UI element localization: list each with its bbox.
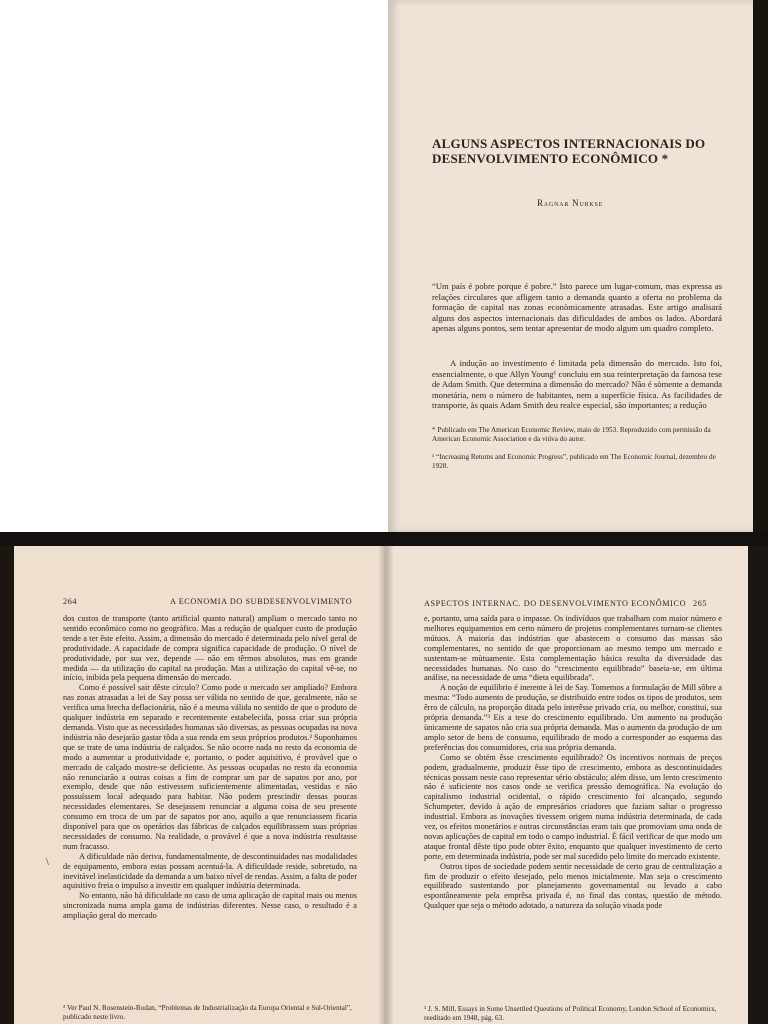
page-number-right: 265: [693, 599, 708, 608]
right-paragraph: e, portanto, uma saída para o impasse. Os indivíduos que trabalham com maior número e melhores equipamentos em certo número de projetos complementares tornam-se clientes mútuos. A maioria das indústrias que abastecem o consumo das massas são complementares, no sentido de que proporcionam ao mesmo tempo um mercado e sustentam-se mùtuamente. Esta complementação básica resulta da diversidade das necessidades humanas. No caso do “crescimento equilibrado” baseia-se, em última análise, na necessidade de uma “dieta equilibrada”.: [424, 614, 722, 683]
top-page-edge: [753, 0, 768, 540]
bottom-left-edge: [0, 546, 14, 1024]
market-paragraph: A indução ao investimento é limitada pela dimensão do mercado. Isto foi, essencialmente, o que Allyn Young¹ concluiu em sua reinterpretação da famosa tese de Adam Smith. Que determina a dimensão do mercado? Não é sòmente a demanda monetária, nem o número de habitantes, nem a superfície física. As facilidades de transporte, às quais Adam Smith deu realce especial, são importantes; a redução: [432, 358, 722, 411]
left-paragraph: dos custos de transporte (tanto artificial quanto natural) ampliam o mercado tanto no sentido econômico como no geográfico. Mas a redução de qualquer custo de produção tende a ter êste efeito. Assim, a dimensão do mercado é determinada pelo nível geral de produtividade. A capacidade de compra significa capacidade de produção. O nível de produtividade, por sua vez, depende — não em têrmos absolutos, mas em grande medida — da utilização do capital na produção. Mas a utilização do capital vê-se, no início, inibida pela pequena dimensão do mercado.: [63, 614, 357, 683]
left-paragraph: Como é possível sair dêste círculo? Como pode o mercado ser ampliado? Embora nas zonas atrasadas a lei de Say possa ser válida no sentido de que, geralmente, não se verifica uma brecha deflacionária, não é a mesma válida no sentido de que o produto de qualquer indústria em separado e recentemente estabelecida, possa criar sua própria demanda. Visto que as necessidades humanas são diversas, as pessoas ocupadas na nova indústria não desejarão gastar tôda a sua renda em seus próprios produtos.² Suponhamos que se trate de uma indústria de calçados. Se não ocorre nada no resto da economia de modo a aumentar a produtividade e, portanto, o poder aquisitivo, é provável que o mercado de calçado mostre-se deficiente. As pessoas ocupadas no resto da economia não renunciarão a outras coisas a fim de comprar um par de sapatos por ano, por exemplo, desde que não estivessem suficientemente alimentadas, vestidas e não possuíssem local adequado para habitar. Não podem prescindir dessas poucas necessidades elementares. Se desejassem renunciar a alguma coisa de seu presente consumo em troca de um par de sapatos por ano, aquilo a que renunciassem ficaria disponível para que os operários das fábricas de calçados equilibrassem suas próprias necessidades de consumo. Na realidade, o provável é que a nova indústria resultasse num fracasso.: [63, 683, 357, 851]
margin-mark: \: [46, 857, 49, 868]
footnote-2: ² Ver Paul N. Rosenstein-Rodan, “Problemas de Industrialização da Europa Oriental e Sul-Oriental”, publicado neste livro.: [63, 1004, 352, 1021]
right-paragraph: Outros tipos de sociedade podem sentir necessidade de certo grau de centralização a fim de produzir o efeito desejado, pelo menos inicialmente. Mas seja o crescimento equilibrado sustentando por planejamento governamental ou levado a cabo espontâneamente pela emprêsa privada é, no final das contas, questão de método. Qualquer que seja o método adotado, a natureza da solução visada pode: [424, 861, 722, 911]
right-page-body: [424, 614, 722, 911]
running-head-left: A ECONOMIA DO SUBDESENVOLVIMENTO: [170, 597, 353, 606]
footnote-3: ³ J. S. Mill, Essays in Some Unsettled Questions of Political Economy, London School of Economics, reeditado em 1948, pág. 63.: [424, 1005, 717, 1022]
book-gutter: [378, 546, 394, 1024]
article-title: ALGUNS ASPECTOS INTERNACIONAIS DO DESENVOLVIMENTO ECONÔMICO *: [432, 136, 706, 166]
bottom-right-edge: [748, 546, 768, 1024]
page-number-left: 264: [63, 597, 78, 606]
blank-left-page: [0, 0, 388, 536]
left-paragraph: A dificuldade não deriva, fundamentalmente, de descontinuidades nas modalidades de equipamento, embora estas possam acentuá-la. A dificuldade reside, sobretudo, na inevitável inelasticidade da demanda a um baixo nível de rendas. Assim, a falta de poder aquisitivo freia o impulso a investir em qualquer indústria determinada.: [63, 851, 357, 891]
running-head-right: ASPECTOS INTERNAC. DO DESENVOLVIMENTO ECONÔMICO: [424, 599, 687, 608]
right-paragraph: Como se obtém êsse crescimento equilibrado? Os incentivos normais de preços podem, gradualmente, produzir êsse tipo de crescimento, embora as descontinuidades técnicas possam neste caso representar sério obstáculo; além disso, um lento crescimento não é suficiente nos casos onde se verifica pressão demográfica. Na evolução do capitalismo industrial ocidental, o rápido crescimento foi alcançado, segundo Schumpeter, devido à ação de empresários criadores que faziam saltar o progresso industrial. Embora as inovações tivessem origem numa indústria determinada, de cada vez, os efeitos monetários e outras circunstâncias eram tais que promoviam uma onda de novas aplicações de capital em todo o campo industrial. É fácil verificar de que modo um ataque frontal dêste tipo pode obter êxito, enquanto que qualquer investimento de certo porte, em determinada indústria, pode ser mal sucedido pelo limite do mercado existente.: [424, 752, 722, 861]
article-author: Ragnar Nurkse: [537, 198, 604, 208]
intro-paragraph: “Um país é pobre porque é pobre.” Isto parece um lugar-comum, mas expressa as relações circulares que afligem tanto a demanda quanto a oferta no problema da formação de capital nas zonas econòmicamente atrasadas. Este artigo analisará alguns dos aspectos internacionais das dificuldades de ambos os lados. Abordará apenas alguns pontos, sem tentar apresentar de modo algum um quadro completo.: [432, 281, 722, 334]
left-paragraph: No entanto, não há dificuldade no caso de uma aplicação de capital mais ou menos sincronizada numa ampla gama de indústrias diferentes. Nesse caso, o resultado é a ampliação geral do mercado: [63, 891, 357, 921]
scan-divider: [0, 532, 768, 546]
footnote-1: ¹ “Increasing Returns and Economic Progress”, publicado em The Economic Journal, dezembro de 1928.: [432, 453, 716, 470]
right-paragraph: A noção de equilíbrio é inerente à lei de Say. Tomemos a formulação de Mill sôbre a mesma: “Todo aumento de produção, se distribuído entre todos os tipos de produtos, sem êrro de cálculo, na proporção ditada pelo interêsse privado cria, ou melhor, constitui, sua própria demanda.”³ Eis a tese do crescimento equilibrado. Um aumento na produção ùnicamente de sapatos não cria sua própria demanda. Mas o aumento da produção de um amplo setor de bens de consumo, equilibrado de modo a corresponder ao esquema das preferências dos consumidores, cria sua própria demanda.: [424, 683, 722, 752]
left-page-body: [63, 614, 357, 921]
footnote-star: * Publicado em The American Economic Review, maio de 1953. Reproduzido com permissão da American Economic Association e da viúva do autor.: [432, 426, 711, 443]
